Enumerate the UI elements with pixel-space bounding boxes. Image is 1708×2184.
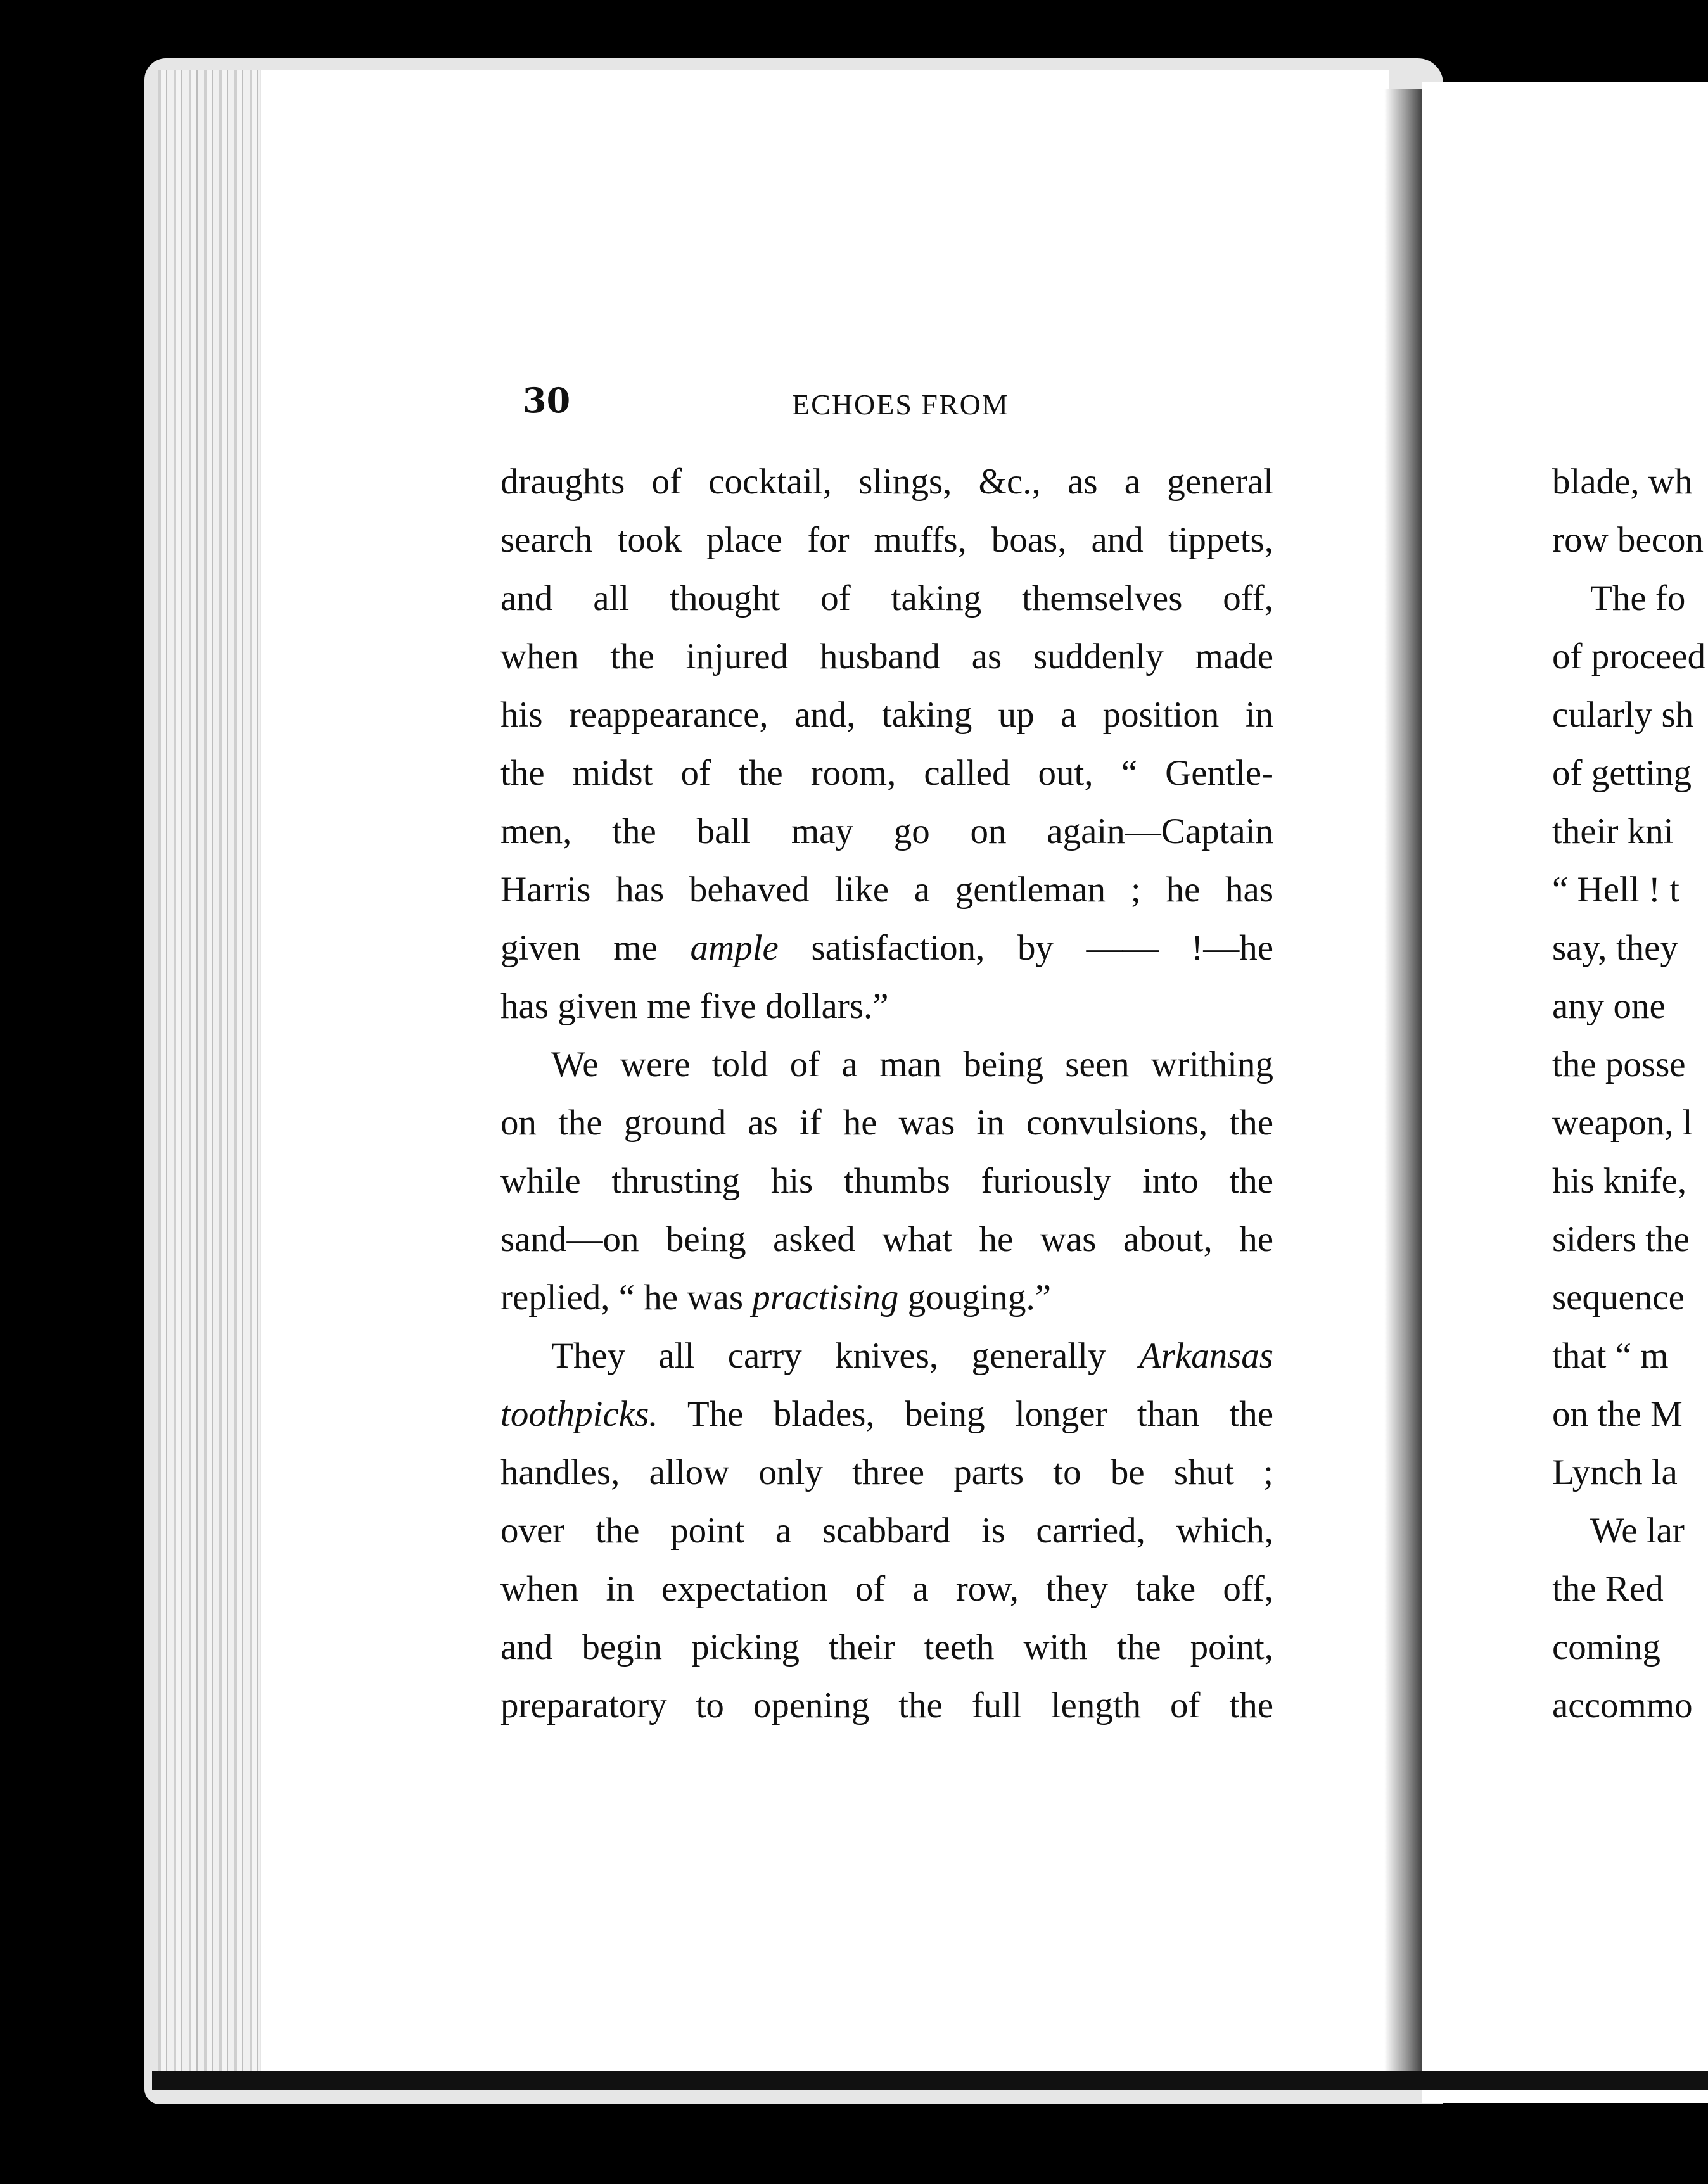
right-page-line: cularly sh — [1552, 695, 1694, 735]
right-page-line: row becon — [1552, 520, 1704, 560]
right-page-line: the Red — [1552, 1569, 1664, 1609]
right-page-line: The fo — [1590, 578, 1686, 618]
italic-phrase: Arkansas — [1138, 1336, 1273, 1376]
left-page-line: and all thought of taking themselves off, — [500, 578, 1273, 618]
left-page-line: over the point a scabbard is carried, which, — [500, 1511, 1273, 1551]
right-page-line: say, they — [1552, 928, 1678, 968]
left-page-line: Harris has behaved like a gentleman ; he has — [500, 870, 1273, 910]
right-page-line: weapon, l — [1552, 1103, 1693, 1143]
right-page-line: their kni — [1552, 811, 1674, 851]
left-page-line: the midst of the room, called out, “ Gentle- — [500, 753, 1273, 793]
running-head: ECHOES FROM — [792, 388, 1009, 421]
left-page-body-text — [500, 453, 1273, 1735]
left-page-line: toothpicks. The blades, being longer than the — [500, 1394, 1273, 1434]
left-page-line: handles, allow only three parts to be shut ; — [500, 1452, 1273, 1492]
page-bottom-shadow — [152, 2071, 1708, 2090]
right-page-line: any one — [1552, 986, 1666, 1026]
left-page-line: They all carry knives, generally Arkansas — [551, 1336, 1273, 1376]
right-page-line: his knife, — [1552, 1161, 1687, 1201]
right-page-line: of proceed — [1552, 637, 1706, 676]
left-page-line: draughts of cocktail, slings, &c., as a general — [500, 462, 1273, 502]
left-page-line: search took place for muffs, boas, and tippets, — [500, 520, 1273, 560]
left-page-line: when in expectation of a row, they take off, — [500, 1569, 1273, 1609]
left-page-line: men, the ball may go on again—Captain — [500, 811, 1273, 851]
right-page-line: “ Hell ! t — [1552, 870, 1680, 910]
right-page-line: accommo — [1552, 1686, 1693, 1725]
right-page-line: blade, wh — [1552, 462, 1693, 502]
left-page-line: sand—on being asked what he was about, he — [500, 1219, 1273, 1259]
left-page-line: has given me five dollars.” — [500, 986, 889, 1026]
italic-phrase: practising — [752, 1278, 899, 1317]
right-page-line: siders the — [1552, 1219, 1690, 1259]
italic-phrase: ample — [690, 928, 779, 968]
right-page-line: sequence — [1552, 1278, 1685, 1317]
right-page-line: on the M — [1552, 1394, 1683, 1434]
left-page-line: his reappearance, and, taking up a position in — [500, 695, 1273, 735]
left-page-line: given me ample satisfaction, by —— !—he — [500, 928, 1274, 968]
left-page-line: and begin picking their teeth with the point, — [500, 1627, 1273, 1667]
page-edges — [158, 70, 260, 2084]
right-page-line: of getting — [1552, 753, 1692, 793]
right-page-line: coming — [1552, 1627, 1660, 1667]
right-page-fragment-text — [1552, 453, 1708, 1735]
left-page-line: preparatory to opening the full length of the — [500, 1686, 1273, 1725]
left-page-line: replied, “ he was practising gouging.” — [500, 1278, 1052, 1317]
right-page-line: We lar — [1590, 1511, 1685, 1551]
italic-phrase: toothpicks. — [500, 1394, 658, 1434]
left-page-line: when the injured husband as suddenly made — [500, 637, 1273, 676]
page-number: 30 — [523, 380, 571, 421]
right-page-line: the posse — [1552, 1044, 1686, 1084]
book-gutter — [1384, 89, 1424, 2084]
left-page-line: on the ground as if he was in convulsions, the — [500, 1103, 1273, 1143]
left-page-line: while thrusting his thumbs furiously into the — [500, 1161, 1273, 1201]
left-page-line: We were told of a man being seen writhing — [551, 1044, 1273, 1084]
right-page-line: Lynch la — [1552, 1452, 1678, 1492]
right-page-line: that “ m — [1552, 1336, 1669, 1376]
